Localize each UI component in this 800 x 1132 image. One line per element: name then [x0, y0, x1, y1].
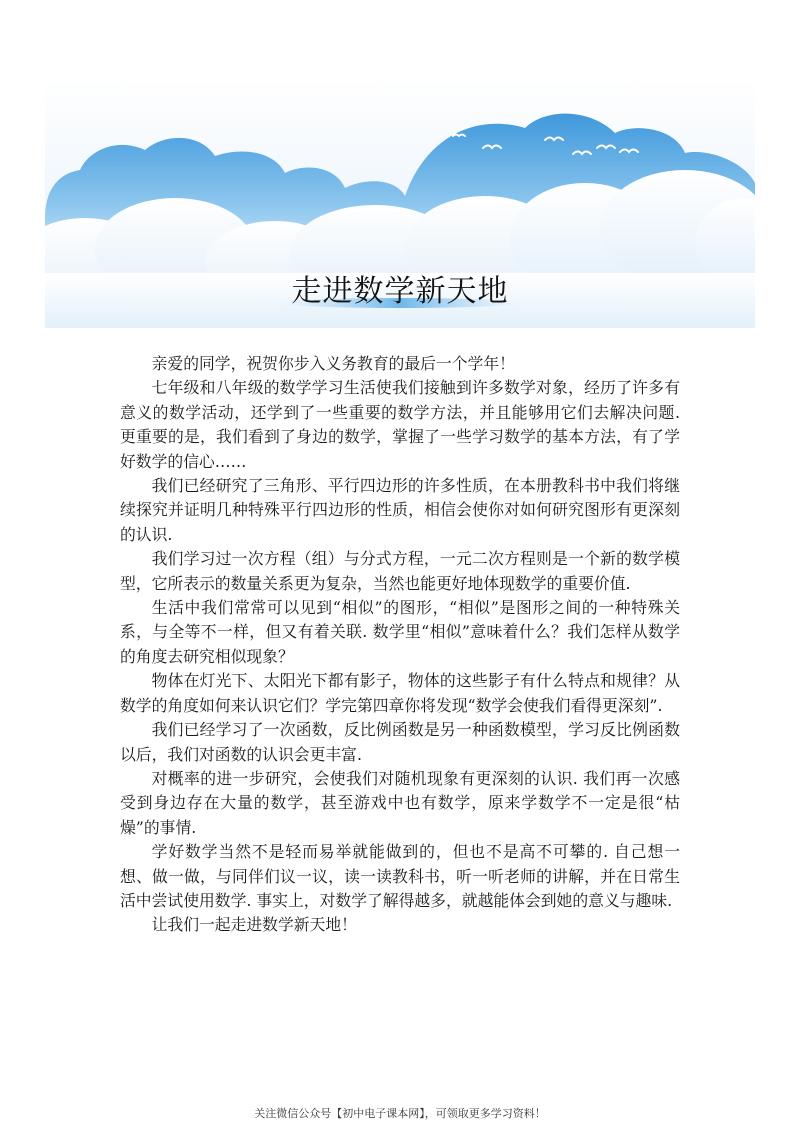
page-title: 走进数学新天地	[291, 274, 509, 309]
paragraph: 七年级和八年级的数学学习生活使我们接触到许多数学对象，经历了许多有意义的数学活动，还学到了一些重要的数学方法，并且能够用它们去解决问题. 更重要的是，我们看到了身边的数学，掌握了一些学习数学的基本方法，有了学好数学的信心……	[120, 378, 680, 471]
paragraph: 学好数学当然不是轻而易举就能做到的，但也不是高不可攀的. 自己想一想、做一做，与同伴们议一议，读一读教科书，听一听老师的讲解，并在日常生活中尝试使用数学. 事实上，对数学了解得越多，就越能体会到她的意义与趣味.	[120, 842, 680, 910]
header-banner	[45, 78, 755, 328]
paragraph: 我们已经研究了三角形、平行四边形的许多性质，在本册教科书中我们将继续探究并证明几种特殊平行四边形的性质，相信会使你对如何研究图形有更深刻的认识.	[120, 476, 680, 544]
footer-note: 关注微信公众号【初中电子课本网】，可领取更多学习资料！	[254, 1107, 546, 1120]
paragraph: 对概率的进一步研究，会使我们对随机现象有更深刻的认识. 我们再一次感受到身边存在大量的数学，甚至游戏中也有数学，原来学数学不一定是很“枯燥”的事情.	[120, 768, 680, 837]
paragraph: 让我们一起走进数学新天地！	[151, 915, 357, 935]
article-body	[120, 352, 680, 938]
paragraph: 我们学习过一次方程（组）与分式方程，一元二次方程则是一个新的数学模型，它所表示的数量关系更为复杂，当然也能更好地体现数学的重要价值.	[120, 549, 680, 593]
paragraph: 物体在灯光下、太阳光下都有影子，物体的这些影子有什么特点和规律？从数学的角度如何来认识它们？学完第四章你将发现“数学会使我们看得更深刻”.	[120, 671, 680, 715]
paragraph: 生活中我们常常可以见到“相似”的图形，“相似”是图形之间的一种特殊关系，与全等不一样，但又有着关联. 数学里“相似”意味着什么？我们怎样从数学的角度去研究相似现象？	[120, 598, 680, 666]
paragraph: 亲爱的同学，祝贺你步入义务教育的最后一个学年！	[151, 354, 515, 373]
paragraph: 我们已经学习了一次函数，反比例函数是另一种函数模型，学习反比例函数以后，我们对函数的认识会更丰富.	[120, 720, 680, 764]
